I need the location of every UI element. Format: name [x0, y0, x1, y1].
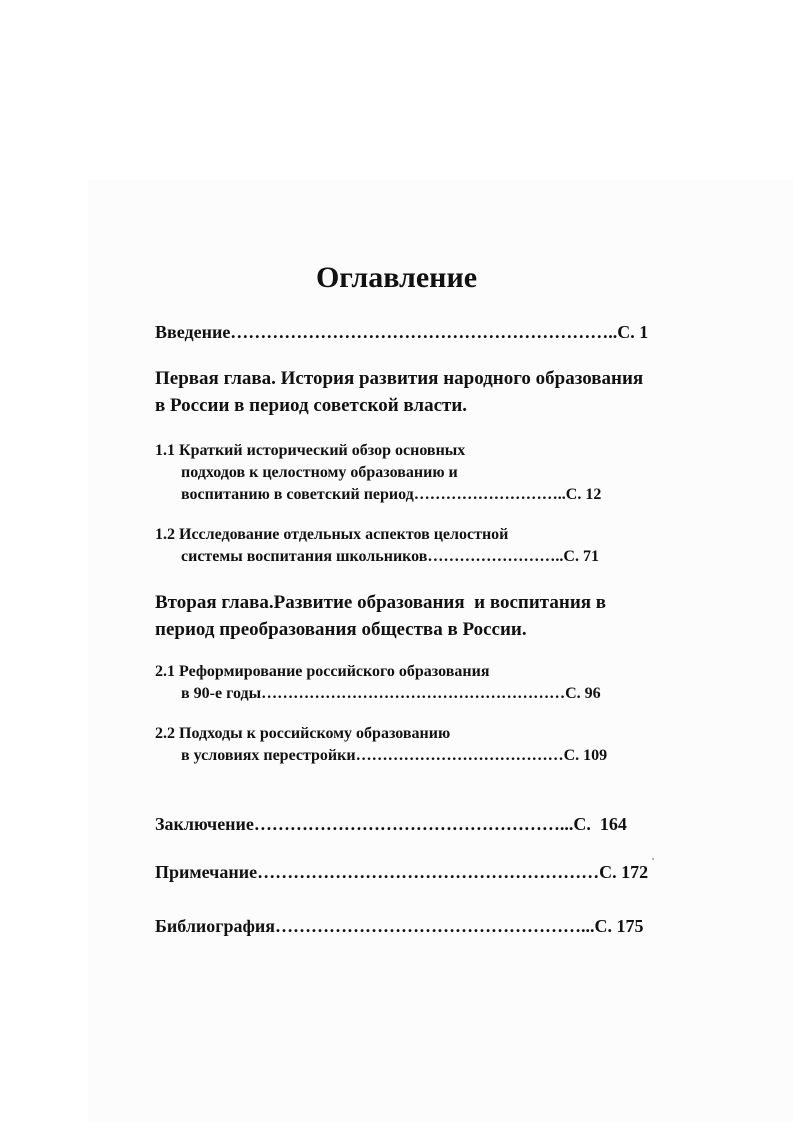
scan-speck [652, 858, 654, 860]
toc-section-2-2-line-1: 2.2 Подходы к российскому образованию [155, 725, 451, 742]
toc-entry-introduction: Введение………………………………………………………..С. 1 [155, 322, 649, 342]
toc-section-1-2-line-1: 1.2 Исследование отдельных аспектов целостной [155, 526, 509, 543]
toc-entry-conclusion: Заключение……………………………………………...С. 164 [155, 814, 627, 834]
toc-chapter-1-title-line-2: в России в период советской власти. [155, 395, 468, 416]
toc-section-1-2-line-2: системы воспитания школьников……………………..С. 71 [181, 548, 599, 565]
toc-section-1-1-line-3: воспитанию в советский период………………………..С. 12 [181, 486, 602, 503]
page-title: Оглавление [315, 261, 478, 294]
toc-chapter-2-title-line-1: Вторая глава.Развитие образования и воспитания в [155, 592, 607, 613]
toc-section-2-2-line-2: в условиях перестройки…………………………………С. 109 [181, 747, 608, 764]
toc-chapter-2-title-line-2: период преобразования общества в России. [155, 619, 527, 640]
toc-section-2-1-line-1: 2.1 Реформирование российского образования [155, 663, 490, 680]
toc-section-2-1-line-2: в 90-е годы…………………………………………………С. 96 [181, 685, 601, 702]
toc-entry-bibliography: Библиография……………………………………………...С. 175 [155, 916, 644, 936]
toc-entry-notes: Примечание…………………………………………………С. 172 [155, 862, 649, 882]
toc-section-1-1-line-2: подходов к целостному образованию и [181, 464, 458, 481]
toc-chapter-1-title-line-1: Первая глава. История развития народного образования [155, 368, 644, 389]
toc-section-1-1-line-1: 1.1 Краткий исторический обзор основных [155, 442, 466, 459]
